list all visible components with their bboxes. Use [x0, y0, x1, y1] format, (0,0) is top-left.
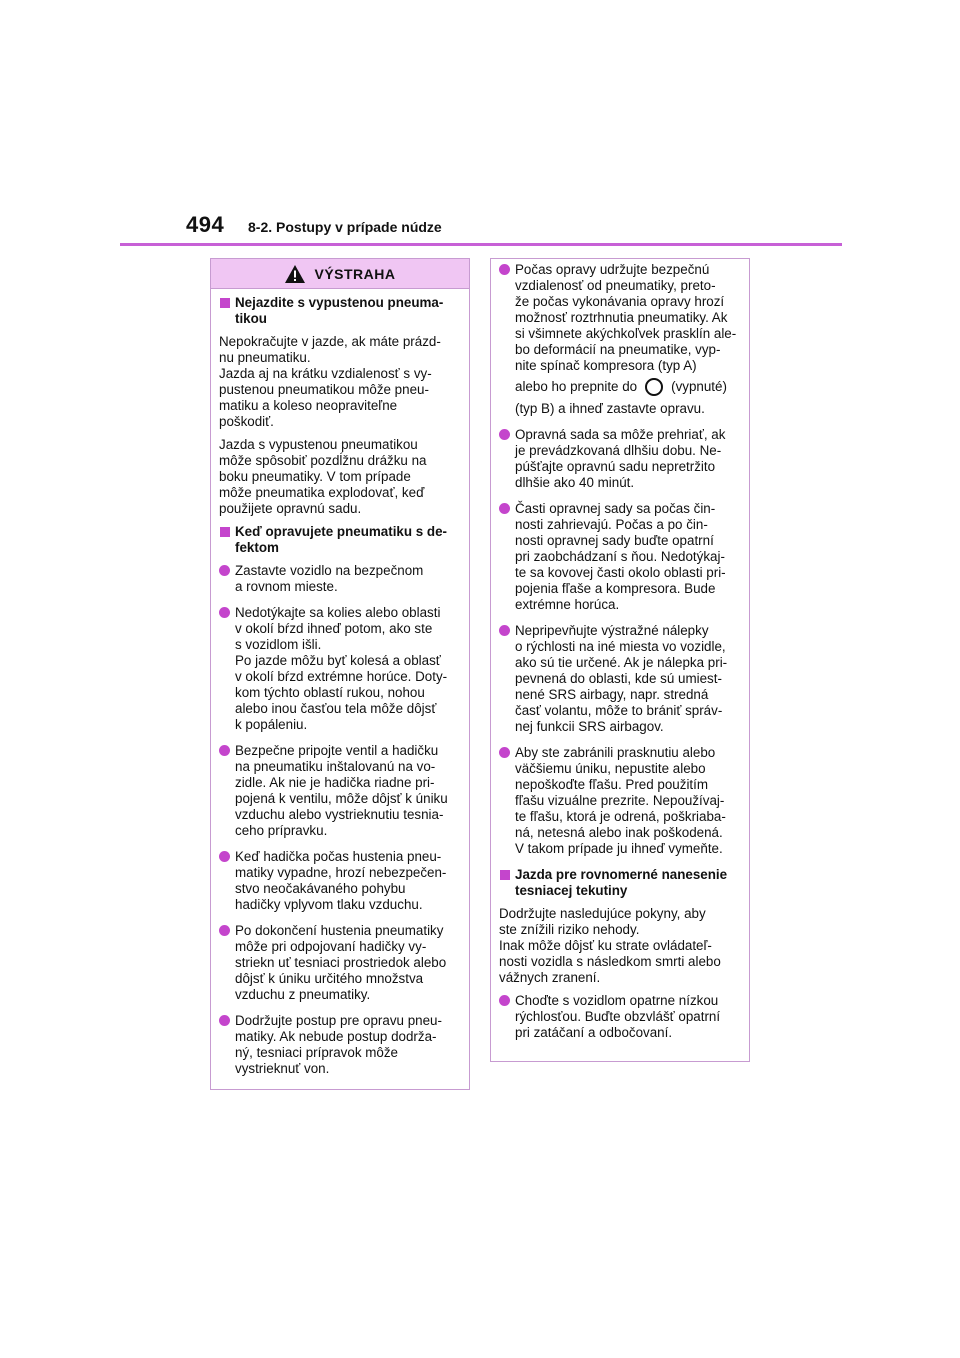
text-line: zidle. Ak nie je hadička riadne pri-: [235, 775, 435, 790]
text-line: nite spínač kompresora (typ A): [515, 358, 697, 373]
bullet-dot-icon: [219, 745, 230, 756]
text-line: rýchlosťou. Buďte obzvlášť opatrní: [515, 1009, 721, 1024]
subheading: [219, 295, 461, 327]
subheading: [219, 524, 461, 556]
text-line: možnosť roztrhnutia pneumatiky. Ak: [515, 310, 728, 325]
text-line: Nepripevňujte výstražné nálepky: [515, 623, 709, 638]
text-line: Časti opravnej sady sa počas čin-: [515, 501, 716, 516]
bullet-dot-icon: [499, 625, 510, 636]
text-line: o rýchlosti na iné miesta vo vozidle,: [515, 639, 726, 654]
text-line: Jazda s vypustenou pneumatikou: [219, 437, 418, 452]
text-line: ná, netesná alebo inak poškodená.: [515, 825, 723, 840]
text-line: matiky. Ak nebude postup dodrža-: [235, 1029, 437, 1044]
warning-content-right: [491, 259, 749, 1041]
bullet-item: [499, 623, 741, 735]
page-number: 494: [186, 212, 225, 237]
text-line: stvo neočakávaného pohybu: [235, 881, 406, 896]
bullet-item: [499, 427, 741, 491]
text-line: boku pneumatiky. V tom prípade: [219, 469, 411, 484]
text-line: Po jazde môžu byť kolesá a oblasť: [235, 653, 441, 668]
text-line: môže pri odpojovaní hadičky vy-: [235, 939, 427, 954]
text-line: nej funkcii SRS airbagov.: [515, 719, 664, 734]
text-line: nosti vozidla s následkom smrti alebo: [499, 954, 721, 969]
bullet-item: [499, 262, 741, 417]
text-line: použijete opravnú sadu.: [219, 501, 362, 516]
text-line: Zastavte vozidlo na bezpečnom: [235, 563, 424, 578]
text-line: časť volantu, môže to brániť správ-: [515, 703, 723, 718]
text-line: Opravná sada sa môže prehriať, ak: [515, 427, 726, 442]
paragraph: [219, 334, 461, 430]
bullet-item: [499, 993, 741, 1041]
text-line: vzduchu alebo vystrieknutiu tesnia-: [235, 807, 444, 822]
text-line: fľašu vizuálne prezrite. Nepoužívaj-: [515, 793, 725, 808]
paragraph: [499, 906, 741, 986]
inline-icon-row: [515, 375, 741, 399]
text-line: Aby ste zabránili prasknutiu alebo: [515, 745, 716, 760]
bullet-tail: (typ B) a ihneď zastavte opravu.: [515, 401, 705, 416]
text-line: dlhšie ako 40 minút.: [515, 475, 635, 490]
text-line: extrémne horúca.: [515, 597, 620, 612]
text-line: alebo inou časťou tela môže dôjsť: [235, 701, 437, 716]
bullet-item: [219, 849, 461, 913]
text-line: v okolí bŕzd extrémne horúce. Doty-: [235, 669, 448, 684]
bullet-dot-icon: [219, 607, 230, 618]
text-line: môže spôsobiť pozdĺžnu drážku na: [219, 453, 427, 468]
text-line: matiky vypadne, hrozí nebezpečen-: [235, 865, 447, 880]
text-line: Po dokončení hustenia pneumatiky: [235, 923, 444, 938]
text-line: hadičky vplyvom tlaku vzduchu.: [235, 897, 423, 912]
text-line: tikou: [235, 311, 267, 326]
text-line: je prevádzkovaná dlhšiu dobu. Ne-: [515, 443, 722, 458]
text-line: že počas vykonávania opravy hrozí: [515, 294, 725, 309]
bullet-dot-icon: [219, 925, 230, 936]
text-line: dôjsť k úniku určitého množstva: [235, 971, 424, 986]
text-line: ceho prípravku.: [235, 823, 328, 838]
text-line: Inak môže dôjsť ku strate ovládateľ-: [499, 938, 712, 953]
text-line: Keď hadička počas hustenia pneu-: [235, 849, 442, 864]
text-line: fektom: [235, 540, 279, 555]
bullet-item: [219, 1013, 461, 1077]
warning-box-right: [490, 258, 750, 1062]
text-line: Choďte s vozidlom opatrne nízkou: [515, 993, 719, 1008]
text-line: si všimnete akýchkoľvek prasklín ale-: [515, 326, 737, 341]
text-line: pevnená do oblasti, kde sú umiest-: [515, 671, 722, 686]
warning-box-left: [210, 258, 470, 1090]
text-line: matiku a koleso neopraviteľne: [219, 398, 398, 413]
text-line: Jazda pre rovnomerné nanesenie: [515, 867, 728, 882]
warning-title: VÝSTRAHA: [314, 265, 396, 282]
power-off-circle-icon: [645, 378, 663, 396]
bullet-item: [219, 923, 461, 1003]
inline-text-before: alebo ho prepnite do: [515, 379, 638, 394]
text-line: striekn uť tesniaci prostriedok alebo: [235, 955, 447, 970]
warning-content-left: [211, 289, 469, 1077]
section-title: 8-2. Postupy v prípade núdze: [248, 219, 442, 235]
text-line: nepoškoďte fľašu. Pred použitím: [515, 777, 709, 792]
text-line: tesniacej tekutiny: [515, 883, 628, 898]
text-line: púšťajte opravnú sadu nepretržito: [515, 459, 716, 474]
text-line: ný, tesniaci prípravok môže: [235, 1045, 398, 1060]
square-bullet-icon: [220, 298, 230, 308]
bullet-dot-icon: [499, 429, 510, 440]
square-bullet-icon: [500, 870, 510, 880]
warning-triangle-icon: [284, 264, 306, 284]
text-line: môže pneumatika explodovať, keď: [219, 485, 425, 500]
bullet-dot-icon: [219, 565, 230, 576]
text-line: Jazda aj na krátku vzdialenosť s vy-: [219, 366, 432, 381]
text-line: Nepokračujte v jazde, ak máte prázd-: [219, 334, 441, 349]
bullet-item: [219, 743, 461, 839]
text-line: vzdialenosť od pneumatiky, preto-: [515, 278, 716, 293]
text-line: na pneumatiku inštalovanú na vo-: [235, 759, 436, 774]
warning-header: [211, 259, 469, 289]
inline-text-after: (vypnuté): [671, 379, 727, 394]
header-divider: [120, 243, 842, 246]
text-line: Počas opravy udržujte bezpečnú: [515, 262, 710, 277]
bullet-item: [219, 605, 461, 733]
text-line: s vozidlom išli.: [235, 637, 322, 652]
bullet-dot-icon: [499, 747, 510, 758]
bullet-item: [499, 501, 741, 613]
text-line: Keď opravujete pneumatiku s de-: [235, 524, 448, 539]
text-line: te fľašu, ktorá je odrená, poškriaba-: [515, 809, 726, 824]
text-line: vážnych zranení.: [499, 970, 601, 985]
text-line: pri zatáčaní a odbočovaní.: [515, 1025, 673, 1040]
bullet-item: [499, 745, 741, 857]
text-line: pustenou pneumatikou môže pneu-: [219, 382, 429, 397]
bullet-dot-icon: [499, 264, 510, 275]
text-line: te sa kovovej časti okolo oblasti pri-: [515, 565, 726, 580]
text-line: nené SRS airbagy, napr. stredná: [515, 687, 709, 702]
paragraph: [219, 437, 461, 517]
text-line: pojenia fľaše a kompresora. Bude: [515, 581, 716, 596]
bullet-dot-icon: [499, 995, 510, 1006]
bullet-item: [219, 563, 461, 595]
bullet-dot-icon: [219, 851, 230, 862]
text-line: Dodržujte nasledujúce pokyny, aby: [499, 906, 706, 921]
bullet-dot-icon: [499, 503, 510, 514]
text-line: nosti opravnej sady buďte opatrní: [515, 533, 714, 548]
subheading: [499, 867, 741, 899]
text-line: vystrieknuť von.: [235, 1061, 330, 1076]
text-line: a rovnom mieste.: [235, 579, 338, 594]
text-line: pri zaobchádzaní s ňou. Nedotýkaj-: [515, 549, 725, 564]
text-line: ako sú tie určené. Ak je nálepka pri-: [515, 655, 728, 670]
text-line: pojená k ventilu, môže dôjsť k úniku: [235, 791, 448, 806]
text-line: Nejazdite s vypustenou pneuma-: [235, 295, 444, 310]
text-line: V takom prípade ju ihneď vymeňte.: [515, 841, 723, 856]
text-line: nu pneumatiku.: [219, 350, 311, 365]
square-bullet-icon: [220, 527, 230, 537]
text-line: ste znížili riziko nehody.: [499, 922, 640, 937]
bullet-text: [515, 262, 741, 374]
text-line: Dodržujte postup pre opravu pneu-: [235, 1013, 442, 1028]
text-line: kom týchto oblastí rukou, nohou: [235, 685, 425, 700]
text-line: bo deformácií na pneumatike, vyp-: [515, 342, 721, 357]
text-line: nosti zahrievajú. Počas a po čin-: [515, 517, 708, 532]
text-line: k popáleniu.: [235, 717, 308, 732]
text-line: väčšiemu úniku, nepustite alebo: [515, 761, 706, 776]
text-line: Nedotýkajte sa kolies alebo oblasti: [235, 605, 441, 620]
bullet-dot-icon: [219, 1015, 230, 1026]
text-line: poškodiť.: [219, 414, 274, 429]
text-line: Bezpečne pripojte ventil a hadičku: [235, 743, 439, 758]
text-line: vzduchu z pneumatiky.: [235, 987, 371, 1002]
page-header: [0, 0, 960, 250]
text-line: v okolí bŕzd ihneď potom, ako ste: [235, 621, 433, 636]
